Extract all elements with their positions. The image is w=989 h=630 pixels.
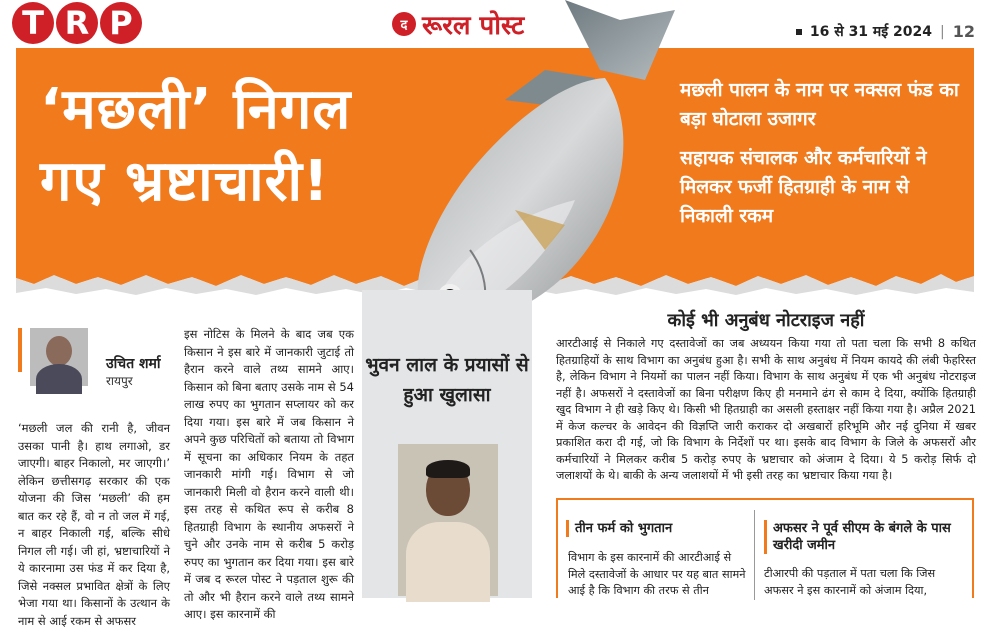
author-avatar bbox=[30, 328, 88, 386]
byline bbox=[18, 328, 161, 388]
avatar-shoulders bbox=[36, 364, 82, 394]
deck-2: सहायक संचालक और कर्मचारियों ने मिलकर फर्जी हितग्राही के नाम से निकाली रकम bbox=[680, 147, 927, 227]
sidebar-box bbox=[556, 498, 974, 598]
issue-date: 16 से 31 मई 2024 bbox=[809, 24, 933, 40]
trp-logo[interactable] bbox=[12, 2, 142, 44]
pullquote-panel bbox=[362, 290, 532, 598]
masthead-name: रूरल पोस्ट bbox=[422, 11, 525, 41]
byline-accent-bar bbox=[18, 328, 22, 372]
person-portrait bbox=[398, 444, 498, 596]
author-name: उचित शर्मा bbox=[106, 356, 161, 372]
portrait-hair bbox=[426, 460, 470, 478]
headline bbox=[40, 74, 351, 218]
section-heading: कोई भी अनुबंध नोटराइज नहीं bbox=[667, 310, 865, 331]
box-divider bbox=[754, 510, 755, 600]
portrait-shirt bbox=[406, 522, 490, 602]
box-left-title: तीन फर्म को भुगतान bbox=[566, 520, 746, 537]
fish-illustration bbox=[395, 0, 685, 340]
article-column-2: इस नोटिस के मिलने के बाद जब एक किसान ने इस बारे में जानकारी जुटाई तो हैरान करने वाले तथ्य सामने आए। किसान को बिना बताए उसके नाम से 54 लाख रुपए का भुगतान सप्लायर को कर दिया गया। इस बारे में जब किसान ने अपने कुछ परिचितों को बताया तो विभाग में सूचना का अधिकार नियम के तहत जानकारी मांगी गई। विभाग से जो जानकारी मिली वो हैरान करने वाली थी। इस तरह से कथित रूप से करीब 8 हितग्राही विभाग के स्थानीय अफसरों ने चुने और उनके नाम से करीब 5 करोड़ रुपए का भुगतान कर दिया गया। इस बारे में जब द रूरल पोस्ट ने पड़ताल शुरू की तो और भी हैरान करने वाले तथ्य सामने आए। इस कारनामें की bbox=[184, 327, 354, 621]
box-left-text: विभाग के इस कारनामें की आरटीआई से मिले दस्तावेजों के आधार पर यह बात सामने आई है कि विभाग की तरफ से तीन bbox=[568, 551, 746, 597]
box-right-text: टीआरपी की पड़ताल में पता चला कि जिस अफसर ने इस कारनामें को अंजाम दिया, bbox=[764, 567, 936, 597]
headline-line-2: गए भ्रष्टाचारी! bbox=[40, 149, 330, 214]
headline-line-1: ‘मछली’ निगल bbox=[40, 77, 352, 142]
avatar-head bbox=[46, 336, 72, 366]
page-number: 12 bbox=[952, 22, 975, 41]
pullquote-title: भुवन लाल के प्रयासों से हुआ खुलासा bbox=[365, 354, 529, 406]
divider: | bbox=[940, 23, 945, 40]
masthead-badge: द bbox=[392, 12, 416, 36]
deck-1: मछली पालन के नाम पर नक्सल फंड का बड़ा घोटाला उजागर bbox=[680, 79, 959, 130]
article-column-1: ‘मछली जल की रानी है, जीवन उसका पानी है। हाथ लगाओ, डर जाएगी। बाहर निकालो, मर जाएगी।’ लेकिन छत्तीसगढ़ सरकार की एक योजना की जिस ‘मछली’ की हम बात कर रहे हैं, वो न तो जल में गई, न बाहर निकाली गई, बल्कि सीधे निगल ली गई। जी हां, भ्रष्टाचारियों ने ये कारनामा उस फंड में कर दिया है, जिसे नक्सल प्रभावित क्षेत्रों के लिए भेजा गया था। किसानों के उत्थान के नाम से आई रकम से अफसर bbox=[18, 421, 170, 628]
section-text: आरटीआई से निकाले गए दस्तावेजों का जब अध्ययन किया गया तो पता चला कि सभी 8 कथित हितग्राहियों के साथ विभाग का अनुबंध हुआ है। सभी के साथ अनुबंध में नियम कायदे की लंबी फेहरिस्त है, लेकिन विभाग ने नियमों का पालन नहीं किया। विभाग के साथ अनुबंध में एक भी अनुबंध नोटराइज नहीं है। अफसरों ने दस्तावेजों का बिना परीक्षण किए ही मनमाने ढंग से काम दे दिया, क्योंकि हितग्राही खुद विभाग ने ही खड़े किए थे। किसी भी हितग्राही का असली हस्ताक्षर नहीं किया गया है। अप्रैल 2021 में केज कल्चर के आवेदन की विज्ञप्ति जारी कराकर दो अखबारों हरिभूमि और नई दुनिया में खबर प्रकाशित करा दी गई, जो कि विभाग के निर्देशों पर था। इसके बाद विभाग के जिले के अफसरों और कर्मचारियों ने मिलकर करीब 5 करोड़ रुपए के भ्रष्टाचार को अंजाम दे दिया। ये 5 करोड़ सिर्फ दो जलाशयों के थे। बाकी के अन्य जलाशयों में भी इसी तरह का भ्रष्टाचार किया गया है। bbox=[556, 337, 976, 482]
box-right-title: अफसर ने पूर्व सीएम के बंगले के पास खरीदी जमीन bbox=[764, 520, 964, 554]
logo-letter-p: P bbox=[100, 2, 142, 44]
logo-letter-t: T bbox=[12, 2, 54, 44]
issue-info bbox=[796, 22, 975, 41]
author-place: रायपुर bbox=[106, 374, 133, 388]
logo-letter-r: R bbox=[56, 2, 98, 44]
square-bullet-icon bbox=[796, 29, 802, 35]
